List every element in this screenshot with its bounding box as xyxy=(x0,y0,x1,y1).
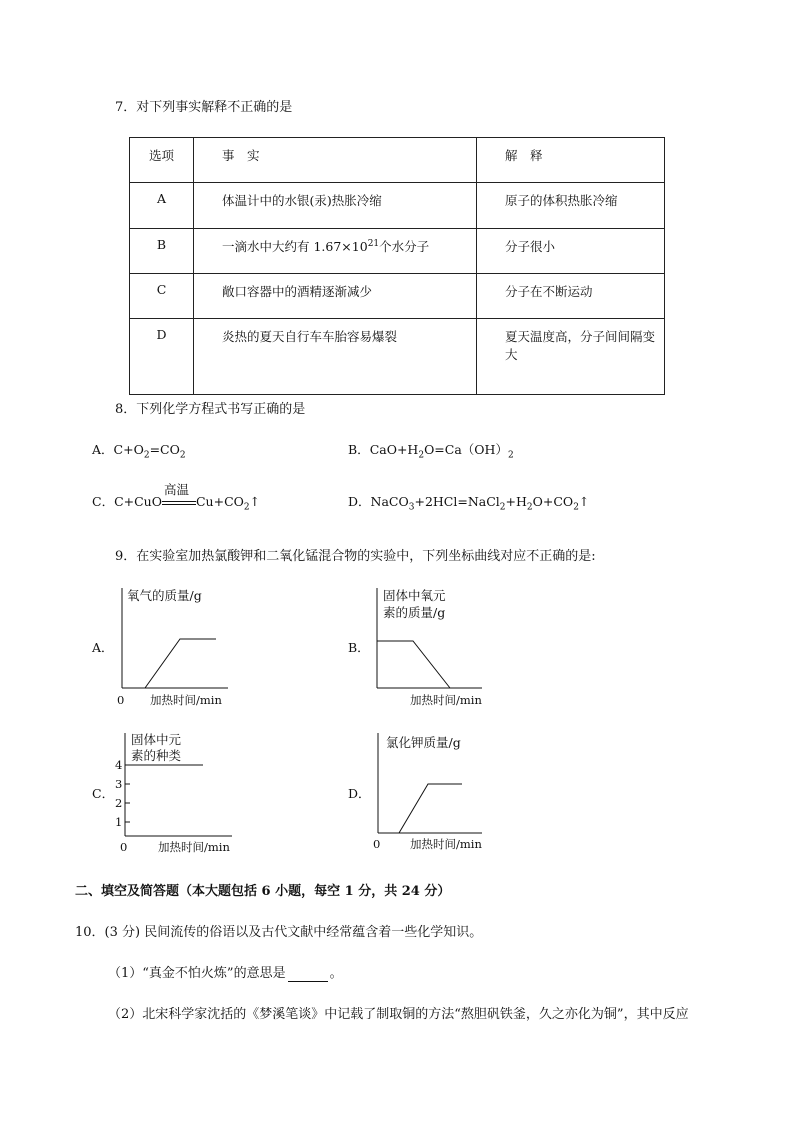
q7-stem: 7．对下列事实解释不正确的是 xyxy=(115,100,293,115)
y-axis-label: 氯化钾质量/g xyxy=(386,735,461,750)
origin-label: 0 xyxy=(117,693,125,707)
row-fact: 体温计中的水银(汞)热胀冷缩 xyxy=(194,183,477,228)
graph-a xyxy=(91,588,228,707)
x-axis-label: 加热时间/min xyxy=(410,837,482,851)
graph-c xyxy=(92,732,232,854)
q8-option-a: A．$C+O_2=CO_2$ xyxy=(92,442,186,461)
curve xyxy=(145,639,216,688)
y-axis-label: 氧气的质量/g xyxy=(127,588,202,603)
origin-label: 0 xyxy=(120,840,128,854)
graph-label-b: B． xyxy=(348,640,370,655)
q10-sub1: （1）“真金不怕火炼”的意思是 。 xyxy=(108,966,343,981)
curve xyxy=(377,641,450,688)
row-option: D xyxy=(130,319,194,395)
q8-option-b: B．$CaO+H_2O=Ca(OH)_2$ xyxy=(348,442,514,461)
q9-stem: 9．在实验室加热氯酸钾和二氧化锰混合物的实验中，下列坐标曲线对应不正确的是: xyxy=(115,549,596,564)
graph-label-c: C． xyxy=(92,786,115,801)
y-tick-label: 4 xyxy=(115,758,123,772)
reaction-condition: 高温 xyxy=(163,481,189,497)
row-explain: 分子在不断运动 xyxy=(477,274,665,319)
origin-label: 0 xyxy=(373,837,381,851)
q8-stem: 8．下列化学方程式书写正确的是 xyxy=(115,402,306,417)
x-axis-label: 加热时间/min xyxy=(410,693,482,707)
header-fact: 事 实 xyxy=(194,138,477,183)
row-option: A xyxy=(130,183,194,228)
graph-d xyxy=(348,733,482,851)
y-axis-label-line2: 素的质量/g xyxy=(383,605,446,620)
graph-label-a: A． xyxy=(92,640,114,655)
q10-stem: 10．(3 分) 民间流传的俗语以及古代文献中经常蕴含着一些化学知识。 xyxy=(75,925,483,940)
x-axis-label: 加热时间/min xyxy=(150,693,222,707)
header-option: 选项 xyxy=(130,138,194,183)
y-axis-label-line1: 固体中氧元 xyxy=(383,588,446,603)
row-option: B xyxy=(130,228,194,273)
row-explain: 夏天温度高，分子间间隔变大 xyxy=(477,319,665,395)
curve xyxy=(399,784,462,833)
graph-label-d: D． xyxy=(348,786,371,801)
q8-option-c: C．C+CuO 高温 $Cu+CO_2↑$ xyxy=(92,481,261,513)
header-explain: 解 释 xyxy=(477,138,665,183)
x-axis-label: 加热时间/min xyxy=(158,840,230,854)
answer-blank[interactable] xyxy=(288,966,328,982)
y-tick-label: 1 xyxy=(115,815,123,829)
q8-option-d: D．$NaCO_3+2HCl=NaCl_2+H_2O+CO_2↑$ xyxy=(348,494,590,513)
row-explain: 分子很小 xyxy=(477,228,665,273)
row-fact: 一滴水中大约有 $1.67\times 10^{21}$个水分子 xyxy=(194,228,477,273)
row-explain: 原子的体积热胀冷缩 xyxy=(477,183,665,228)
row-fact: 敞口容器中的酒精逐渐减少 xyxy=(194,274,477,319)
row-fact: 炎热的夏天自行车车胎容易爆裂 xyxy=(194,319,477,395)
graph-b xyxy=(348,588,482,707)
y-axis-label-line1: 固体中元 xyxy=(131,732,182,747)
q10-sub2: （2）北宋科学家沈括的《梦溪笔谈》中记载了制取铜的方法“熬胆矾铁釜，久之亦化为铜”，其中反应 xyxy=(108,1007,689,1022)
y-axis-label-line2: 素的种类 xyxy=(131,748,182,763)
y-tick-label: 2 xyxy=(115,796,123,810)
section-heading: 二、填空及简答题（本大题包括 6 小题，每空 1 分，共 24 分） xyxy=(75,884,451,899)
y-tick-label: 3 xyxy=(115,777,123,791)
row-option: C xyxy=(130,274,194,319)
